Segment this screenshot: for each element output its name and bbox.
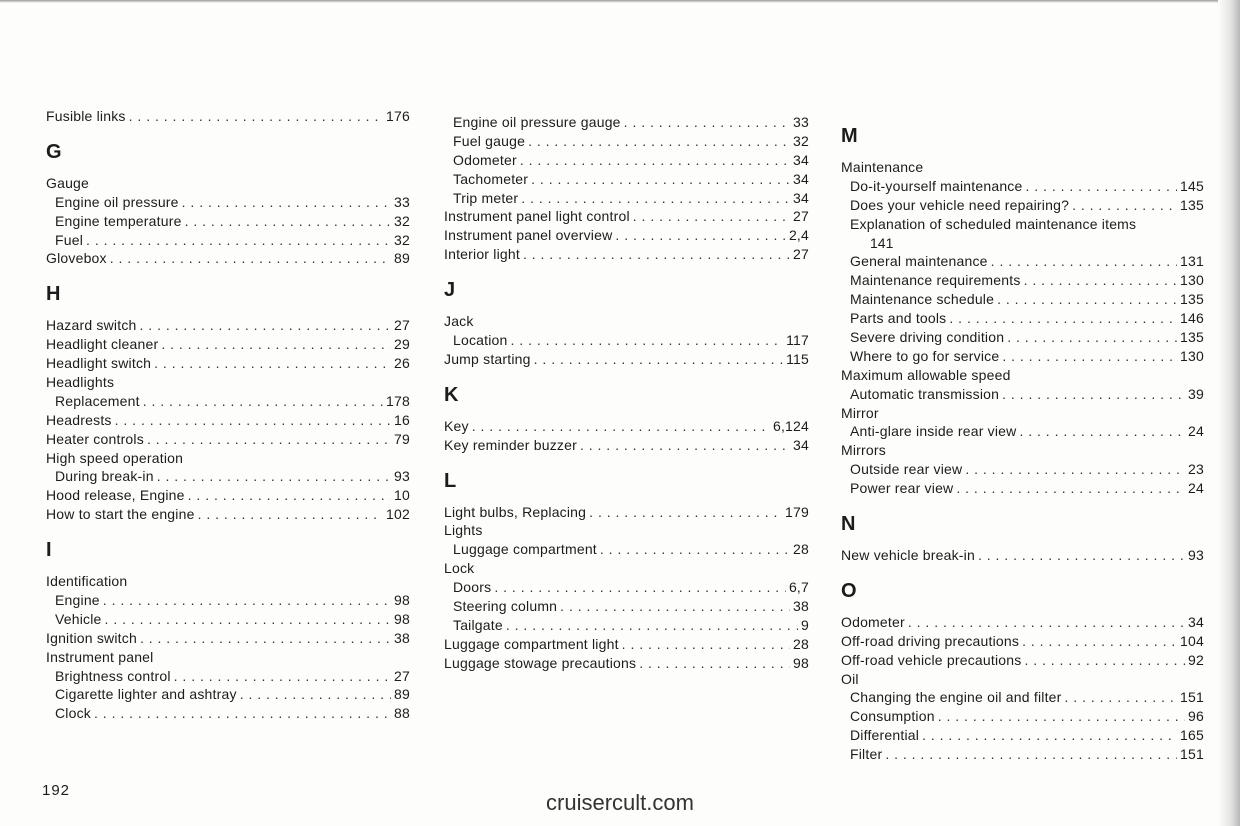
dot-leader <box>531 170 790 189</box>
index-entry <box>46 354 410 373</box>
entry-page: 131 <box>1180 253 1204 270</box>
entry-label: Explanation of scheduled maintenance items <box>850 215 1137 232</box>
entry-page: 102 <box>386 506 410 523</box>
entry-label: New vehicle break-in <box>841 547 975 564</box>
entry-page: 24 <box>1188 480 1204 497</box>
entry-label: Engine oil pressure gauge <box>453 114 621 130</box>
entry-label: Instrument panel light control <box>444 208 630 225</box>
entry-label: Maximum allowable speed <box>841 366 1011 383</box>
section-letter: G <box>46 140 62 163</box>
entry-page: 93 <box>394 468 410 485</box>
index-subentry <box>444 132 809 151</box>
dot-leader <box>1022 632 1177 651</box>
dot-leader <box>1002 347 1177 366</box>
entry-page: 34 <box>793 436 809 453</box>
entry-label: Jump starting <box>444 350 531 367</box>
dot-leader <box>188 486 391 505</box>
index-subentry <box>444 113 809 132</box>
entry-label: Heater controls <box>46 430 144 447</box>
watermark-text: cruisercult.com <box>546 790 694 815</box>
dot-leader <box>240 685 391 704</box>
index-subentry <box>444 151 809 170</box>
dot-leader <box>1002 385 1185 404</box>
entry-label: Ignition switch <box>46 629 137 646</box>
dot-leader <box>1072 196 1177 215</box>
entry-label: Glovebox <box>46 250 107 267</box>
entry-page: 135 <box>1180 291 1204 308</box>
entry-label: Gauge <box>46 174 90 191</box>
entry-label: Headlight switch <box>46 355 152 372</box>
index-entry <box>46 648 410 667</box>
index-entry <box>444 312 809 331</box>
index-subentry <box>46 685 410 704</box>
index-entry <box>46 411 410 430</box>
entry-page: 26 <box>394 355 410 372</box>
dot-leader <box>520 151 790 170</box>
dot-leader <box>198 505 383 524</box>
entry-label: Oil <box>841 670 859 687</box>
entry-label: Luggage stowage precautions <box>444 654 637 671</box>
entry-page: 135 <box>1180 329 1204 346</box>
entry-label: Fusible links <box>46 108 126 124</box>
entry-label: Jack <box>444 313 474 330</box>
index-entry <box>46 505 410 524</box>
entry-label: Differential <box>850 727 920 744</box>
entry-page: 79 <box>394 430 410 447</box>
index-subentry <box>46 591 410 610</box>
entry-label: Off-road driving precautions <box>841 632 1020 649</box>
entry-page: 104 <box>1180 632 1204 649</box>
entry-label: General maintenance <box>850 253 988 270</box>
index-subentry <box>444 616 809 635</box>
entry-label: Lights <box>444 522 483 539</box>
dot-leader <box>161 335 391 354</box>
dot-leader <box>115 411 391 430</box>
dot-leader <box>94 704 391 723</box>
page-top-edge <box>0 0 1240 3</box>
index-subentry <box>841 177 1204 196</box>
entry-label: During break-in <box>55 468 154 485</box>
index-entry <box>444 417 809 436</box>
entry-label: Instrument panel <box>46 648 154 665</box>
entry-label: Consumption <box>850 708 935 725</box>
page-number: 192 <box>42 782 71 799</box>
entry-label: Tachometer <box>453 170 529 187</box>
section-letter: O <box>841 579 857 602</box>
index-subentry <box>841 385 1204 404</box>
entry-label: Trip meter <box>453 189 519 206</box>
entry-page: 135 <box>1180 196 1204 213</box>
entry-label: Mirror <box>841 404 879 421</box>
entry-page: 10 <box>394 487 410 504</box>
dot-leader <box>521 189 790 208</box>
index-subentry <box>46 231 410 250</box>
index-entry <box>46 486 410 505</box>
dot-leader <box>511 331 784 350</box>
index-entry <box>444 436 809 455</box>
entry-page: 9 <box>801 616 809 633</box>
entry-page: 27 <box>394 667 410 684</box>
entry-page: 88 <box>394 705 410 722</box>
entry-page: 34 <box>793 170 809 187</box>
entry-page: 151 <box>1180 746 1204 763</box>
dot-leader <box>472 417 770 436</box>
entry-label: Automatic transmission <box>850 385 1000 402</box>
index-subentry <box>841 252 1204 271</box>
dot-leader <box>633 207 790 226</box>
entry-label: High speed operation <box>46 449 184 466</box>
index-entry <box>46 572 410 591</box>
entry-label: Steering column <box>453 598 558 615</box>
entry-page: 34 <box>793 189 809 206</box>
entry-page: 130 <box>1180 347 1204 364</box>
index-subentry <box>841 422 1204 441</box>
index-subentry <box>46 610 410 629</box>
entry-page: 179 <box>785 503 809 520</box>
entry-label: Odometer <box>453 151 517 168</box>
dot-leader <box>1024 651 1185 670</box>
index-entry <box>841 404 1204 423</box>
entry-label: Fuel <box>55 231 84 248</box>
index-entry <box>444 559 809 578</box>
entry-page: 146 <box>1180 310 1204 327</box>
entry-page: 98 <box>394 592 410 609</box>
dot-leader <box>103 591 391 610</box>
entry-page: 96 <box>1188 708 1204 725</box>
index-entry <box>841 546 1204 565</box>
index-subentry <box>841 726 1204 745</box>
index-entry <box>46 430 410 449</box>
entry-label: Location <box>453 332 508 349</box>
dot-leader <box>1026 177 1178 196</box>
index-subentry <box>444 189 809 208</box>
entry-label: Tailgate <box>453 616 503 633</box>
index-entry <box>841 158 1204 177</box>
index-subentry <box>841 707 1204 726</box>
index-entry <box>444 521 809 540</box>
index-subentry <box>46 704 410 723</box>
dot-leader <box>1024 271 1177 290</box>
dot-leader <box>622 635 790 654</box>
entry-page: 23 <box>1188 461 1204 478</box>
entry-label: Anti-glare inside rear view <box>850 423 1017 440</box>
entry-label: Vehicle <box>55 610 102 627</box>
entry-label: Hood release, Engine <box>46 487 185 504</box>
index-subentry <box>46 212 410 231</box>
entry-page: 178 <box>386 392 410 409</box>
entry-page: 98 <box>793 654 809 671</box>
dot-leader <box>140 629 391 648</box>
entry-page: 28 <box>793 635 809 652</box>
entry-page: 27 <box>793 246 809 263</box>
index-subentry <box>841 688 1204 707</box>
dot-leader <box>185 212 391 231</box>
entry-label: Off-road vehicle precautions <box>841 651 1022 668</box>
entry-label: Does your vehicle need repairing? <box>850 196 1070 213</box>
index-entry <box>841 613 1204 632</box>
entry-label: Doors <box>453 579 492 596</box>
index-entry <box>841 651 1204 670</box>
index-entry <box>444 207 809 226</box>
index-subentry <box>444 540 809 559</box>
index-entry <box>46 373 410 392</box>
dot-leader <box>174 667 391 686</box>
page-binding-shadow <box>1218 0 1240 826</box>
dot-leader <box>1007 328 1177 347</box>
section-letter: M <box>841 125 858 147</box>
dot-leader <box>523 245 790 264</box>
entry-label: Maintenance requirements <box>850 272 1021 289</box>
index-subentry <box>46 667 410 686</box>
entry-label: Maintenance schedule <box>850 291 995 308</box>
index-subentry <box>841 479 1204 498</box>
index-subentry <box>46 467 410 486</box>
entry-label: Headlight cleaner <box>46 336 159 353</box>
index-entry <box>444 635 809 654</box>
entry-page: 29 <box>394 336 410 353</box>
index-entry <box>841 441 1204 460</box>
entry-page: 33 <box>793 114 809 130</box>
entry-page: 89 <box>394 250 410 267</box>
entry-page: 93 <box>1188 547 1204 564</box>
entry-label: Do-it-yourself maintenance <box>850 177 1023 194</box>
dot-leader <box>140 316 391 335</box>
entry-label: Headrests <box>46 411 112 428</box>
entry-page: 92 <box>1188 651 1204 668</box>
index-entry <box>444 350 809 369</box>
entry-label: Where to go for service <box>850 347 1000 364</box>
entry-label: Fuel gauge <box>453 132 526 149</box>
entry-page: 39 <box>1188 385 1204 402</box>
entry-page: 16 <box>394 411 410 428</box>
entry-label: Changing the engine oil and filter <box>850 689 1062 706</box>
index-subentry <box>841 745 1204 764</box>
entry-page: 115 <box>786 350 809 367</box>
entry-page: 89 <box>394 686 410 703</box>
index-entry <box>444 654 809 673</box>
entry-page: 34 <box>793 151 809 168</box>
entry-page: 151 <box>1180 689 1204 706</box>
dot-leader <box>908 613 1185 632</box>
index-entry <box>46 316 410 335</box>
dot-leader <box>560 597 790 616</box>
dot-leader <box>997 290 1177 309</box>
index-subentry <box>841 215 1204 234</box>
index-subentry <box>841 460 1204 479</box>
entry-label: Light bulbs, Replacing <box>444 503 587 520</box>
index-subentry <box>444 597 809 616</box>
dot-leader <box>885 745 1177 764</box>
index-subentry <box>46 392 410 411</box>
entry-label: Engine <box>55 592 100 609</box>
index-entry <box>46 449 410 468</box>
entry-label: Replacement <box>55 392 140 409</box>
dot-leader <box>956 479 1185 498</box>
entry-label: Brightness control <box>55 667 171 684</box>
entry-page: 38 <box>793 598 809 615</box>
dot-leader <box>1019 422 1185 441</box>
dot-leader <box>154 354 391 373</box>
entry-page: 176 <box>386 108 410 124</box>
dot-leader <box>938 707 1185 726</box>
entry-label: Maintenance <box>841 159 924 175</box>
index-entry <box>841 670 1204 689</box>
entry-page: 34 <box>1188 613 1204 630</box>
dot-leader <box>639 654 790 673</box>
index-column-2 <box>444 113 809 673</box>
index-entry <box>46 629 410 648</box>
entry-label: Identification <box>46 573 128 590</box>
dot-leader <box>506 616 798 635</box>
entry-page: 27 <box>793 208 809 225</box>
entry-label: Mirrors <box>841 442 886 459</box>
entry-page: 145 <box>1180 177 1204 194</box>
section-letter: I <box>46 539 52 562</box>
dot-leader <box>182 193 391 212</box>
entry-label: Lock <box>444 560 475 577</box>
entry-page: 38 <box>394 629 410 646</box>
index-subentry <box>444 331 809 350</box>
index-entry <box>841 632 1204 651</box>
index-subentry <box>841 196 1204 215</box>
entry-label: Engine oil pressure <box>55 193 179 210</box>
entry-label: Parts and tools <box>850 310 947 327</box>
dot-leader <box>105 610 391 629</box>
index-entry <box>46 249 410 268</box>
entry-label: Clock <box>55 705 92 722</box>
index-subentry <box>444 170 809 189</box>
index-entry <box>444 503 809 522</box>
dot-leader <box>615 226 786 245</box>
dot-leader <box>978 546 1185 565</box>
index-subentry <box>841 328 1204 347</box>
entry-page: 32 <box>793 132 809 149</box>
entry-label: Luggage compartment light <box>444 635 619 652</box>
entry-label: Headlights <box>46 374 115 391</box>
entry-label: Engine temperature <box>55 212 182 229</box>
index-entry <box>46 335 410 354</box>
section-letter: K <box>444 383 459 406</box>
entry-page: 32 <box>394 231 410 248</box>
entry-page: 28 <box>793 541 809 558</box>
index-subentry <box>841 309 1204 328</box>
entry-page: 33 <box>394 193 410 210</box>
dot-leader <box>589 503 782 522</box>
entry-label: Severe driving condition <box>850 329 1005 346</box>
dot-leader <box>86 231 391 250</box>
index-subentry <box>841 347 1204 366</box>
dot-leader <box>965 460 1185 479</box>
section-letter: J <box>444 279 456 302</box>
entry-page: 2,4 <box>788 227 809 244</box>
entry-page: 24 <box>1188 423 1204 440</box>
index-column-1 <box>46 107 410 723</box>
entry-page: 141 <box>870 234 894 251</box>
index-subentry <box>841 290 1204 309</box>
index-subentry <box>444 578 809 597</box>
entry-page: 130 <box>1180 272 1204 289</box>
index-entry <box>46 107 410 126</box>
entry-label: Hazard switch <box>46 317 137 334</box>
index-entry <box>841 366 1204 385</box>
entry-label: Outside rear view <box>850 461 963 478</box>
entry-page: 6,124 <box>772 417 809 434</box>
section-letter: H <box>46 283 61 306</box>
entry-page: 32 <box>394 212 410 229</box>
dot-leader <box>129 107 383 126</box>
entry-label: Key reminder buzzer <box>444 436 577 453</box>
dot-leader <box>494 578 786 597</box>
entry-label: Odometer <box>841 613 905 630</box>
dot-leader <box>147 430 391 449</box>
index-entry <box>46 174 410 193</box>
dot-leader <box>1065 688 1178 707</box>
entry-label: Luggage compartment <box>453 541 597 558</box>
dot-leader <box>157 467 391 486</box>
entry-label: Interior light <box>444 246 520 263</box>
entry-page: 117 <box>786 332 809 349</box>
index-subentry <box>46 193 410 212</box>
dot-leader <box>143 392 383 411</box>
section-letter: N <box>841 513 856 536</box>
entry-page: 98 <box>394 610 410 627</box>
index-subentry <box>841 271 1204 290</box>
dot-leader <box>600 540 790 559</box>
index-entry <box>444 226 809 245</box>
dot-leader <box>922 726 1177 745</box>
entry-label: Key <box>444 417 469 434</box>
dot-leader <box>991 252 1177 271</box>
section-letter: L <box>444 469 457 492</box>
entry-label: How to start the engine <box>46 506 195 523</box>
entry-label: Power rear view <box>850 480 954 497</box>
dot-leader <box>534 350 783 369</box>
dot-leader <box>528 132 790 151</box>
dot-leader <box>624 113 790 132</box>
index-entry <box>444 245 809 264</box>
entry-label: Filter <box>850 746 883 763</box>
entry-page: 6,7 <box>788 579 809 596</box>
dot-leader <box>110 249 391 268</box>
dot-leader <box>580 436 790 455</box>
entry-label: Cigarette lighter and ashtray <box>55 686 237 703</box>
entry-page: 27 <box>394 317 410 334</box>
index-column-3 <box>841 110 1204 764</box>
dot-leader <box>949 309 1177 328</box>
entry-page: 165 <box>1180 727 1204 744</box>
entry-label: Instrument panel overview <box>444 227 613 244</box>
